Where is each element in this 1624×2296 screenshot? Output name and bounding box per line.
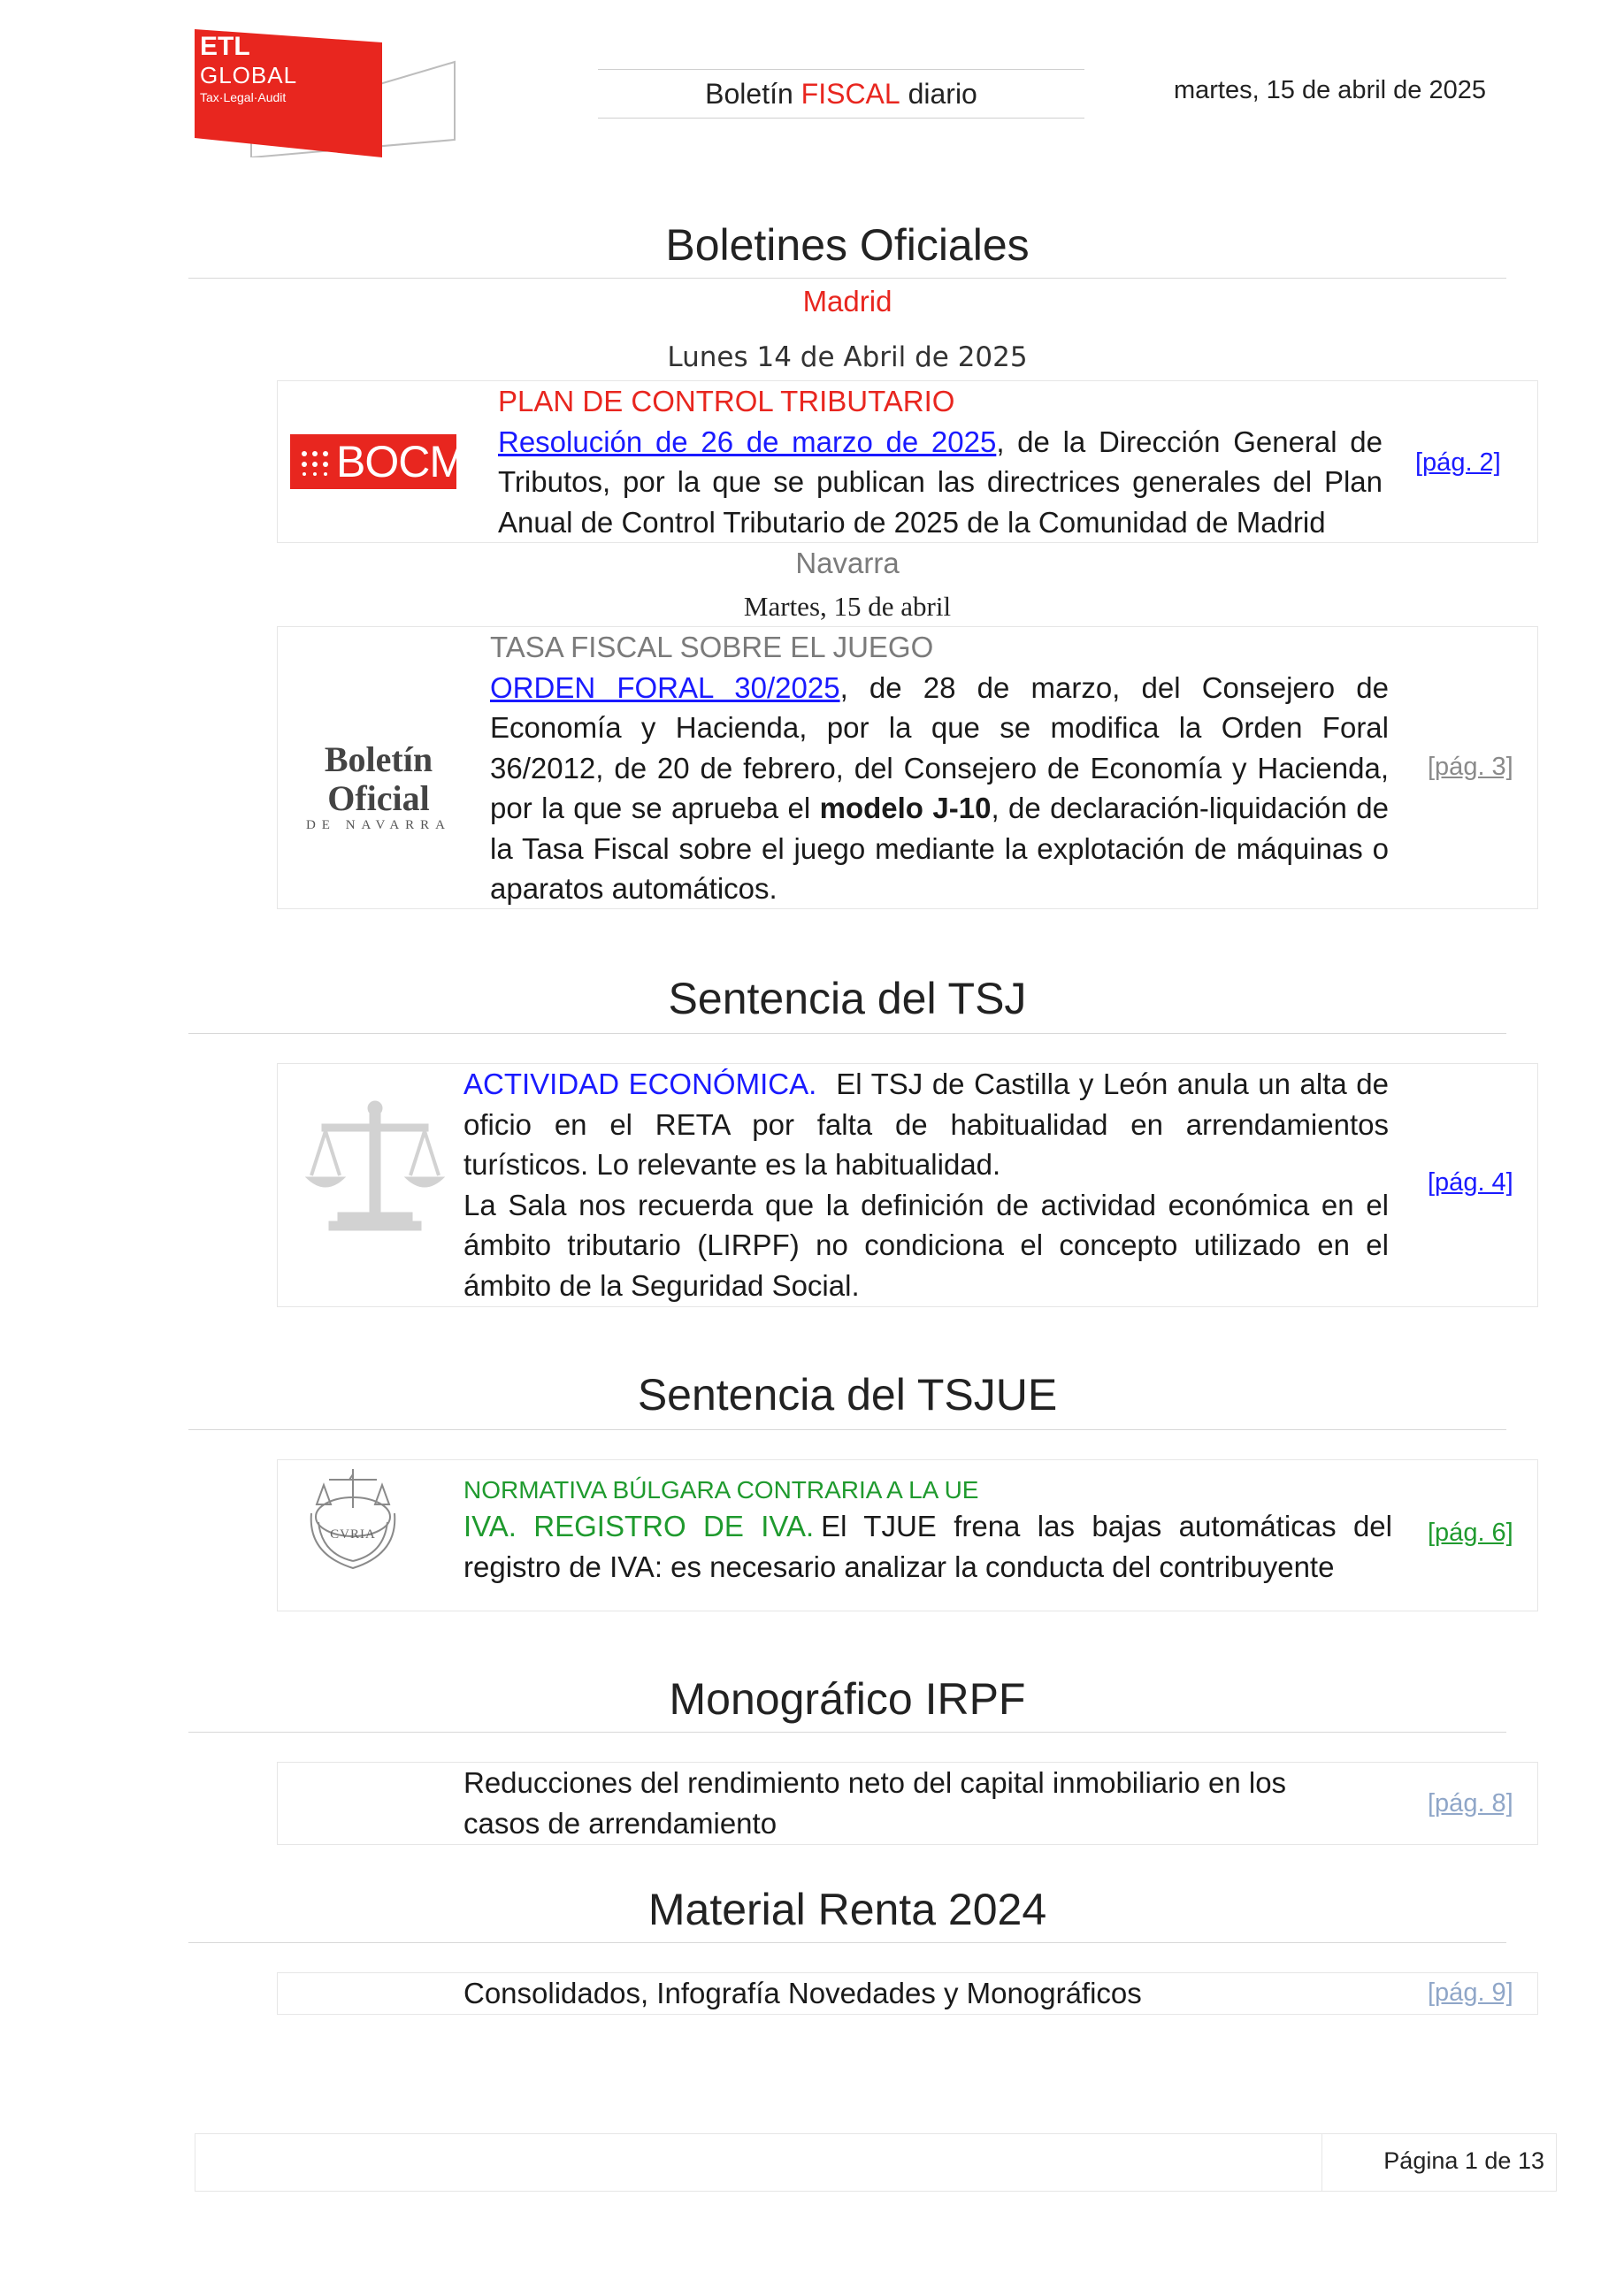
- title-part-1: Boletín: [705, 77, 801, 110]
- day-madrid: Lunes 14 de Abril de 2025: [667, 341, 1028, 373]
- etl-global-logo: [177, 25, 469, 157]
- footer-divider: [1321, 2133, 1322, 2192]
- region-navarra: Navarra: [795, 547, 900, 579]
- header-date: martes, 15 de abril de 2025: [1173, 76, 1486, 104]
- page-link-2[interactable]: [pág. 2]: [1415, 448, 1501, 477]
- logo-tagline: Tax·Legal·Audit: [200, 90, 287, 104]
- entry-madrid-text: [498, 381, 1383, 542]
- page-sep: de: [1477, 2147, 1518, 2174]
- section-title-boletines: Boletines Oficiales: [665, 220, 1030, 270]
- section-divider: [188, 1732, 1506, 1733]
- resolucion-link[interactable]: Resolución de 26 de marzo de 2025: [498, 425, 997, 458]
- page-total: 13: [1517, 2147, 1544, 2174]
- logo-etl: ETL: [200, 32, 250, 61]
- entry-irpf-text: Reducciones del rendimiento neto del capital inmobiliario en los casos de arrendamiento: [463, 1766, 1287, 1840]
- scales-of-justice-icon: [304, 1098, 446, 1239]
- entry-navarra-topic: TASA FISCAL SOBRE EL JUEGO: [490, 631, 934, 663]
- bon-logo-text: Boletín Oficial: [324, 739, 433, 818]
- entry-madrid-body: , de la Dirección General de Tributos, por la que se publican las directrices generales del Plan Anual de Control Tributario de 2025 de la Comunidad de Madrid: [498, 425, 1383, 539]
- page-link-4[interactable]: [pág. 4]: [1428, 1168, 1513, 1197]
- section-divider: [188, 1033, 1506, 1034]
- entry-renta-text: Consolidados, Infografía Novedades y Monográficos: [463, 1977, 1142, 2009]
- bon-logo: [294, 740, 463, 833]
- entry-tsjue-text: [463, 1474, 1392, 1587]
- entry-tsj-text: [463, 1064, 1389, 1305]
- section-title-irpf: Monográfico IRPF: [669, 1674, 1026, 1724]
- entry-tsj: [277, 1063, 1538, 1307]
- curia-text: CVRIA: [330, 1527, 376, 1542]
- entry-navarra: [277, 626, 1538, 909]
- section-divider: [188, 1429, 1506, 1430]
- page-link-3[interactable]: [pág. 3]: [1428, 753, 1513, 781]
- logo-global: GLOBAL: [200, 62, 298, 88]
- entry-renta: [277, 1972, 1538, 2015]
- entry-navarra-text: [490, 627, 1389, 909]
- section-title-renta: Material Renta 2024: [647, 1885, 1047, 1934]
- entry-tsjue-body: El TJUE frena las bajas automáticas del registro de IVA: es necesario analizar la conducta del contribuyente: [463, 1510, 1392, 1583]
- bon-logo-subtext: DE NAVARRA: [305, 818, 452, 832]
- entry-tsj-topic: ACTIVIDAD ECONÓMICA.: [463, 1068, 817, 1100]
- entry-madrid-topic: PLAN DE CONTROL TRIBUTARIO: [498, 385, 955, 417]
- bocm-logo: [290, 434, 465, 489]
- entry-tsj-body-2: La Sala nos recuerda que la definición de actividad económica en el ámbito tributario (LIRPF) no condiciona el concepto utilizado en el ámbito de la Seguridad Social.: [463, 1188, 1389, 1302]
- page-link-9[interactable]: [pág. 9]: [1428, 1978, 1513, 2007]
- section-title-tsj: Sentencia del TSJ: [668, 974, 1027, 1023]
- page-number: [1327, 2147, 1544, 2175]
- page-link-6[interactable]: [pág. 6]: [1428, 1519, 1513, 1547]
- orden-foral-link[interactable]: ORDEN FORAL 30/2025: [490, 670, 840, 704]
- bocm-logo-text: BOCM: [336, 437, 465, 486]
- region-madrid: Madrid: [802, 285, 892, 318]
- entry-tsjue-topic: NORMATIVA BÚLGARA CONTRARIA A LA UE: [463, 1476, 979, 1504]
- title-part-fiscal: FISCAL: [801, 77, 900, 110]
- modelo-j10: modelo J-10: [819, 792, 992, 824]
- section-divider: [188, 1942, 1506, 1943]
- entry-navarra-body-1: , de 28 de marzo, del Consejero de Economía y Hacienda, por la que se modifica la Orden Foral 36/2012, de 20 de febrero, del Consejero de Economía y Hacienda, por la que se aprueba el: [490, 670, 1389, 824]
- entry-tsj-body-1: El TSJ de Castilla y León anula un alta de oficio en el RETA por falta de habitualidad en arrendamientos turísticos. Lo relevante es la habitualidad.: [463, 1068, 1389, 1181]
- section-title-tsjue: Sentencia del TSJUE: [637, 1370, 1058, 1420]
- day-navarra: Martes, 15 de abril: [743, 591, 952, 622]
- bocm-stars-icon: [297, 443, 333, 480]
- bulletin-title: [598, 69, 1084, 119]
- entry-navarra-body-2: , de declaración-liquidación de la Tasa Fiscal sobre el juego mediante la explotación de máquinas o aparatos automáticos.: [490, 792, 1389, 905]
- page-number-label: Página: [1383, 2147, 1465, 2174]
- section-divider: [188, 278, 1506, 279]
- entry-tsjue-subtopic: IVA. REGISTRO DE IVA.: [463, 1510, 815, 1542]
- page-current: 1: [1464, 2147, 1478, 2174]
- page-link-8[interactable]: [pág. 8]: [1428, 1789, 1513, 1818]
- entry-irpf: [277, 1762, 1538, 1845]
- entry-tsjue: [277, 1459, 1538, 1611]
- title-part-3: diario: [900, 77, 977, 110]
- entry-madrid: [277, 380, 1538, 543]
- curia-emblem-icon: [304, 1466, 402, 1575]
